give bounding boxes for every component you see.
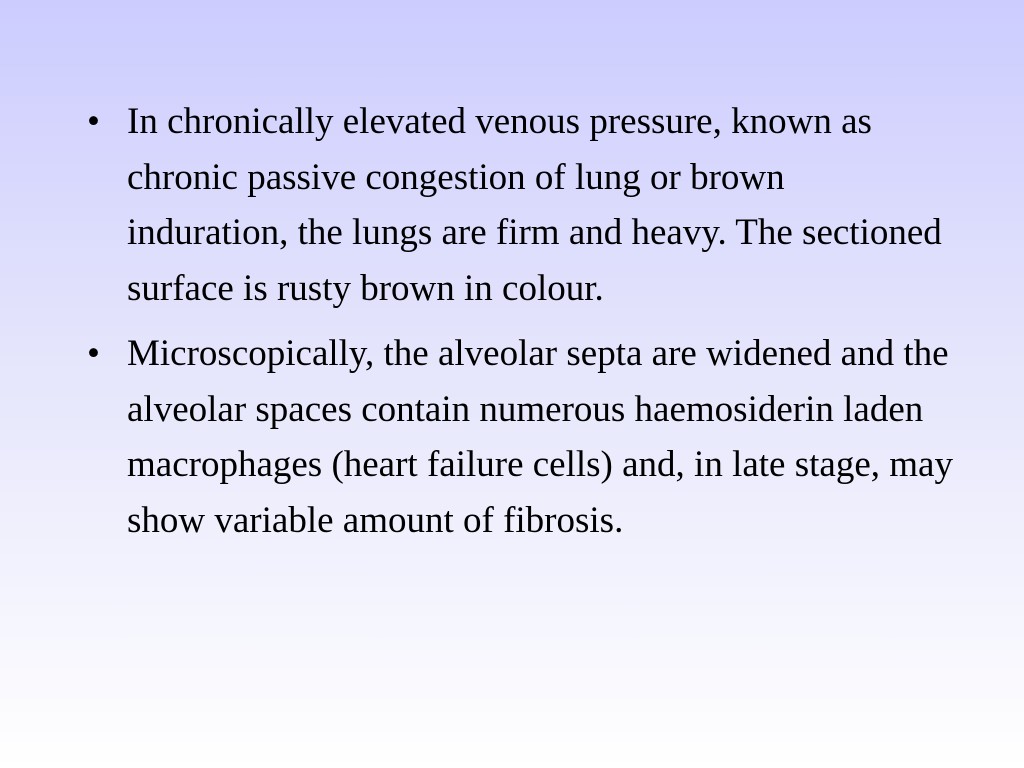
bullet-list — [84, 94, 954, 558]
bullet-marker: • — [87, 333, 100, 374]
bullet-text: Microscopically, the alveolar septa are widened and the alveolar spaces contain numerous haemosiderin laden macrophages (heart failure cells) and, in late stage, may show variable amount of fibrosis. — [127, 333, 953, 541]
bullet-item — [84, 326, 954, 548]
bullet-marker: • — [87, 101, 100, 142]
bullet-text: In chronically elevated venous pressure, known as chronic passive congestion of lung or brown induration, the lungs are firm and heavy. The sectioned surface is rusty brown in colour. — [127, 101, 942, 309]
bullet-item — [84, 94, 954, 316]
